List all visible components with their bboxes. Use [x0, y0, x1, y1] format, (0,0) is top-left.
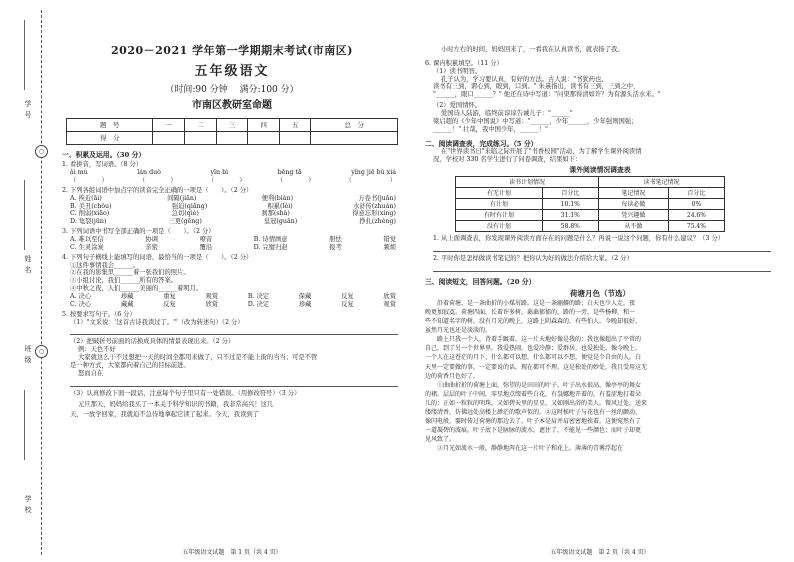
q5-2-example: 例：天色不好 — [78, 346, 116, 354]
essay-line: 儿的；正如一粒粒的明珠，又如碧天里的星星，又如刚出浴的美人。微风过处，送来 — [425, 399, 648, 407]
continued-text: 小时左右的时间，妈妈回来了，一看我在认真读书，就表扬了我。 — [441, 46, 624, 53]
score-header: 二 — [185, 118, 217, 131]
essay-body — [425, 300, 775, 454]
question-1: 1. 看拼音，写词语。（8 分） — [62, 161, 143, 169]
score-cell[interactable] — [279, 131, 311, 144]
option: 欣赏 — [205, 300, 219, 308]
subject-title: 五年级语文 — [194, 63, 270, 79]
answer-line[interactable] — [433, 244, 771, 252]
q5-3: （3）认真修改下面一段话，注意每个句子里只有一处错误。（用修改符号）（3 分） — [70, 389, 301, 397]
essay-line: 像闪电般，霎时传过荷塘的那边去了。叶子本是肩并肩密密地挨着，这便宛然有了 — [425, 418, 642, 426]
pinyin: bēng tā — [277, 169, 302, 177]
option-row — [62, 236, 402, 244]
cell: 24.6% — [668, 210, 724, 221]
option: 亲密 — [145, 243, 158, 251]
essay-line: 沿着荷塘，是一条曲折的小煤屑路。这是一条幽僻的路；白天也少人走，夜 — [437, 299, 636, 307]
q6-2-text: ______！" 壮哉，我中国少年，______！" — [433, 125, 548, 133]
option: 急切(qiè) — [171, 210, 199, 218]
option: D. 完璧归赵 — [253, 243, 288, 251]
survey-col: 笔记情况 — [598, 188, 668, 199]
essay-line: 见风致了。 — [425, 436, 456, 444]
score-cell[interactable] — [248, 131, 280, 144]
student-id-label: 学号 — [24, 100, 32, 122]
q6-1-text: 孔子认为，学习要认真，有好的方法。古人说："书犹药也， — [441, 75, 608, 83]
option: B. 决定 — [247, 292, 270, 300]
time-info: （时间:90 分钟 满分:100 分） — [165, 85, 299, 95]
cell: 没有计划 — [456, 221, 543, 232]
page-footer: 五年级语文试题 第 1 页（共 4 页） — [182, 548, 282, 556]
survey-col: 有无计划 — [456, 188, 543, 199]
option-row — [62, 203, 402, 211]
essay-line: 一道凝碧的波痕。叶子底下是脉脉的流水，遮住了，不能见一些颜色；而叶子却更 — [425, 427, 642, 435]
option-row — [62, 301, 402, 309]
option: 反复 — [163, 300, 176, 308]
survey-header: 读书笔记情况 — [598, 177, 724, 188]
option: 藏藏 — [120, 300, 134, 308]
option: 三更(gēng) — [168, 218, 202, 226]
answer-line[interactable] — [433, 264, 771, 272]
option: 皇冠(guān) — [263, 218, 298, 226]
option: 刹那(shà) — [261, 210, 290, 218]
option: 观赏 — [383, 300, 396, 308]
option: 挣扎(zhèng) — [359, 218, 396, 226]
option: 反复 — [341, 300, 354, 308]
option: 间隔(jiān) — [167, 194, 197, 202]
option: 协调 — [145, 235, 158, 243]
student-id-line — [24, 20, 25, 90]
section-1-heading: 一、积累及运用。（30 分） — [62, 150, 146, 159]
score-cell[interactable] — [153, 131, 185, 144]
essay-line: 路上只我一个人，背着手踱着。这一片天地好像是我的；我也像超出了平常的 — [437, 336, 642, 344]
cell: 每读必做 — [598, 199, 668, 210]
score-row-label: 得 分 — [67, 131, 153, 144]
essay-line: ①曲曲折折的荷塘上面，弥望的是田田的叶子。叶子出水很高，像亭亭的舞女 — [437, 381, 642, 389]
survey-col: 百分比 — [542, 188, 598, 199]
table-row — [456, 199, 725, 210]
question-5: 5. 按要求写句子。（6 分） — [62, 310, 136, 318]
q6-2-text: 爱国诗人陆游，临终前谆谆告诫儿子："______" — [441, 110, 573, 118]
section-2-heading: 二、阅读调查表，完成练习。（5 分） — [425, 139, 538, 148]
cell: 有时有计划 — [456, 210, 543, 221]
question-2: 2. 下列各组词语中加点字的读音完全正确的一项是（ ）。（2 分） — [62, 186, 253, 194]
cell: 从不做 — [598, 221, 668, 232]
option: 欣赏 — [383, 292, 396, 300]
table-row — [456, 210, 725, 221]
q6-2-text: 梁启超的《少年中国说》中写道："______，少年______，少年强则国强； — [433, 117, 638, 125]
essay-line: 一个人在这苍茫的月下，什么都可以想，什么都可以不想，便觉是个自由的人。白 — [425, 354, 642, 362]
q6-1-text: 读书有三到，谓心到，眼到，口到。" 朱熹指出，读书有三到，三到之中， — [433, 83, 640, 91]
score-cell[interactable] — [216, 131, 248, 144]
option: 珍藏 — [298, 300, 312, 308]
option-row — [62, 244, 402, 252]
option: A. 难以至信 — [70, 235, 104, 243]
pinyin-row — [62, 169, 402, 177]
q5-3-text: 元旦那天，妈妈给我买了一本关于科学知识的书籍，我非常高兴！这几 — [78, 400, 274, 408]
survey-col: 百分比 — [668, 188, 724, 199]
question-6: 6. 课内积累填空。（11 分） — [425, 59, 503, 67]
section-2-q2: 2. 平时你是怎样做读书笔记的？把你认为好的做法介绍给大家。（2 分） — [433, 255, 633, 263]
survey-table — [455, 176, 725, 232]
score-table — [66, 118, 398, 145]
q6-1-text: "______，眼口______？" 他还在诗中写道："问渠那得清如许？为有源头活水来。" — [433, 91, 661, 99]
option: 便利(biàn) — [261, 194, 294, 202]
q6-1: （1）读书明智。 — [433, 67, 482, 75]
binding-strip — [0, 0, 60, 562]
score-cell[interactable] — [311, 131, 398, 144]
option: C. 削弱(xiāo) — [70, 210, 110, 218]
option-row — [62, 218, 402, 226]
option: C. 生灵涂炭 — [70, 243, 104, 251]
class-line — [24, 390, 25, 460]
exam-page-2 — [425, 0, 775, 562]
option: 嘹音 — [199, 235, 213, 243]
score-header: 五 — [279, 118, 311, 131]
school-label: 学校 — [24, 495, 32, 517]
q6-2: （2）爱国情怀。 — [433, 102, 482, 110]
option: 胆怯 — [329, 235, 342, 243]
cell: 31.1% — [542, 210, 598, 221]
answer-boxes-row[interactable]: （ ） （ ） （ ） （ ） （ ） — [70, 176, 396, 184]
cut-line — [41, 10, 42, 555]
option: 错觉 — [383, 235, 396, 243]
q4-line: ③小组讨论，我们______所有的答案。 — [70, 277, 178, 285]
option-row — [62, 293, 402, 301]
pinyin: lán duò — [137, 169, 161, 177]
score-header: 四 — [248, 118, 280, 131]
answer-line[interactable] — [70, 379, 398, 387]
section-2-intro: 况，学校对 330 名学生进行了问卷调查，结果如下： — [433, 155, 582, 163]
option: 得意忘形(xíng) — [352, 210, 396, 218]
cell: 10.1% — [542, 199, 598, 210]
option: 积累(lěi) — [267, 202, 293, 210]
name-label: 姓名 — [24, 255, 32, 277]
cell: 有计划 — [456, 199, 543, 210]
option: D. 决定 — [247, 300, 270, 308]
essay-line: 虽然月光也还是淡淡的。 — [425, 327, 492, 335]
essay-line: 自己，到了另一个世界里。我爱热闹，也爱冷静；爱群居，也爱独处。像今晚上， — [425, 345, 642, 353]
option: B. 诗情画意 — [253, 235, 288, 243]
q4-line: ①这件事情我会______。 — [70, 261, 140, 269]
option: B. 美丑(chǒu) — [70, 202, 112, 210]
question-4: 4. 下列句子横线上能填写的词语，最恰当的一项是（ ）。（2 分） — [62, 253, 253, 261]
option: 重复 — [163, 292, 176, 300]
option: 珍藏 — [120, 292, 134, 300]
essay-line: 些不知道名字的树。没有月光的晚上，这路上阴森森的，有些怕人。今晚却很好， — [425, 318, 642, 326]
section-3-heading: 三、阅读短文，回答问题。（20 分） — [425, 278, 536, 286]
option: 报考 — [329, 243, 342, 251]
punch-hole: ○ — [35, 345, 48, 358]
option-row — [62, 195, 402, 203]
score-cell[interactable] — [185, 131, 217, 144]
q5-2-text: 是一种方式，大家都向着自己的目标前进。 — [70, 362, 190, 369]
essay-line: 天里一定要做的事，一定要说的话，现在都可不理。这是独处的妙处，我且受用这无 — [425, 363, 648, 371]
option-row — [62, 210, 402, 218]
option: 水浒传(zhuàn) — [352, 202, 396, 210]
essay-line: 的裙。层层的叶子中间，零星地点缀着些白花，有袅娜地开着的，有羞涩地打着朵 — [425, 390, 642, 398]
essay-line: 晚更加寂寞。荷塘四面，长着许多树，蓊蓊郁郁的。路的一旁，是些杨柳，和一 — [425, 308, 636, 316]
class-label: 班级 — [24, 345, 32, 367]
survey-title: 课外阅读情况调查表 — [569, 165, 631, 174]
name-line — [24, 180, 25, 250]
essay-title: 荷塘月色（节选） — [570, 289, 630, 299]
option: A. 决心 — [70, 292, 92, 300]
q4-line: ④中秋之夜，人们______美丽的______着明月。 — [70, 285, 203, 293]
essay-line: 边的荷香月色好了。 — [425, 372, 480, 380]
organizer: 市南区教研室命题 — [192, 100, 272, 112]
section-2-q1: 1. 从上面调查表，你发现课外阅读方面存在的问题是什么？再说一说这个问题，你有什么建议？（3 分） — [433, 235, 725, 243]
q5-3-text: 天，一放学回家，我就迫不急待地拿起它读了起来。今天，我读到了 — [70, 411, 259, 419]
score-header: 三 — [216, 118, 248, 131]
option: 观赏 — [205, 292, 219, 300]
section-2-intro: 在"世界读书日"来临之际开展了"书香校园"活动，为了解学生课外阅读情 — [441, 148, 642, 156]
exam-page-1 — [62, 0, 402, 562]
cell: 0% — [668, 199, 724, 210]
pinyin: ài mù — [70, 169, 88, 177]
q5-2: （2）把破折号前面的话换成具体的情景表现出来。（2 分） — [70, 338, 235, 346]
pinyin: yīn bì — [210, 169, 229, 177]
punch-hole: ○ — [35, 145, 48, 158]
question-3: 3. 下列词语中书写全部正确的一项是（ ）。（2 分） — [62, 228, 215, 236]
option: C. 决心 — [70, 300, 92, 308]
option: D. 龟裂(jūn) — [70, 218, 107, 226]
cell: 58.8% — [542, 221, 598, 232]
score-header: 一 — [153, 118, 185, 131]
q5-1: （1）"文采说：'这首古诗我读过了。'"（改为转述句）（2 分） — [70, 318, 244, 326]
option: A. 挨近(āi) — [70, 194, 102, 202]
option: 保藏 — [298, 292, 312, 300]
q5-2-text: 大家就这么干不过想把一天的时间全都用来做了，只不过是不能上街的当当；可是不管 — [78, 354, 318, 362]
page-footer: 五年级语文试题 第 2 页（共 4 页） — [550, 548, 650, 556]
option: 覆沿 — [199, 243, 213, 251]
option: 反复 — [341, 292, 354, 300]
answer-line[interactable] — [70, 327, 398, 335]
cell: 75.4% — [668, 221, 724, 232]
option: 万卷书(juǎn) — [358, 194, 396, 202]
survey-header: 读书计划情况 — [456, 177, 599, 188]
pinyin: yǐng jiē bù xiá — [351, 169, 396, 177]
option: 频烦 — [383, 243, 396, 251]
essay-line: ③月光如流水一般，静静地泻在这一片叶子和花上。薄薄的青雾浮起在 — [437, 445, 624, 453]
q5-2-sub: 怒而自在 — [78, 369, 104, 377]
q4-line: ②在我的影集里______着一张我们的照片。 — [70, 269, 190, 277]
essay-line: 缕缕清香，仿佛远处高楼上渺茫的歌声似的。②这时候叶子与花也有一丝的颤动， — [425, 408, 642, 416]
exam-title: 2020－2021 学年第一学期期末考试(市南区) — [111, 44, 353, 57]
score-header: 总 分 — [311, 118, 398, 131]
score-header: 题 号 — [67, 118, 153, 131]
table-row — [456, 221, 725, 232]
cell: 凭兴趣做 — [598, 210, 668, 221]
option: 强迫(qiǎng) — [171, 202, 208, 210]
